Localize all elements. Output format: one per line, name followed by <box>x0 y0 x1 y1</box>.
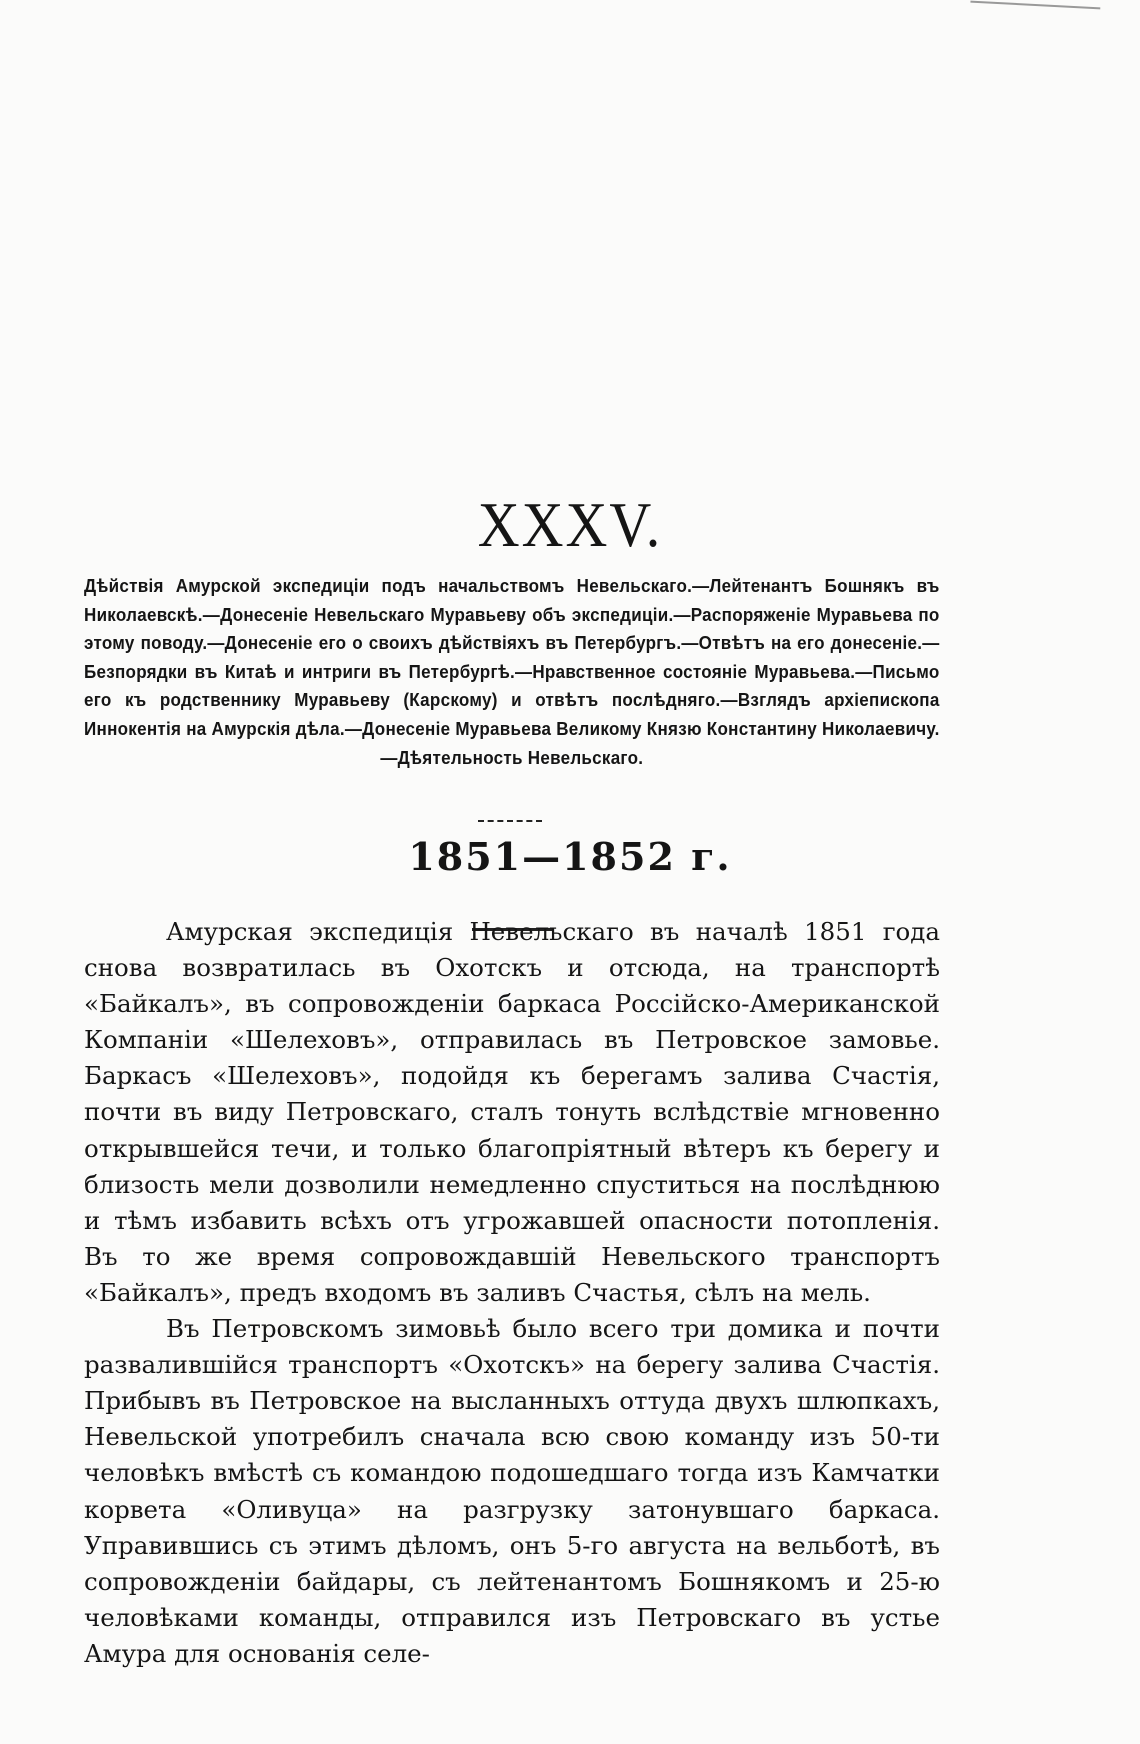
paragraph: Въ Петровскомъ зимовьѣ было всего три домика и почти развалившійся транспортъ «Охотскъ» на берегу залива Счастія. Прибывъ въ Петровское на высланныхъ оттуда двухъ шлюпкахъ, Невельской употребилъ сначала всю свою команду изъ 50-ти человѣкъ вмѣстѣ съ командою подошедшаго тогда изъ Камчатки корвета «Оливуца» на разгрузку затонувшаго баркаса. Управившись съ этимъ дѣломъ, онъ 5-го августа на вельботѣ, въ сопровожденіи байдары, съ лейтенантомъ Бошнякомъ и 25-ю человѣками команды, отправился изъ Петровскаго въ устье Амура для основанія селе- <box>84 1314 940 1668</box>
chapter-numeral: XXXV. <box>477 488 663 561</box>
paragraph: Амурская экспедиція Невельскаго въ началѣ 1851 года снова возвратилась въ Охотскъ и отсюда, на транспортѣ «Байкалъ», въ сопровожденіи баркаса Россійско-Американской Компаніи «Шелеховъ», отправилась въ Петровское замовье. Баркасъ «Шелеховъ», подойдя къ берегамъ залива Счастія, почти въ виду Петровскаго, сталъ тонуть вслѣдствіе мгновенно открывшейся течи, и только благопріятный вѣтеръ къ берегу и близость мели дозволили немедленно спуститься на послѣднюю и тѣмъ избавить всѣхъ отъ угрожавшей опасности потопленія. Въ то же время сопровождавшій Невельского транспортъ «Байкалъ», предъ входомъ въ заливъ Счастья, сѣлъ на мель. <box>84 917 940 1307</box>
scan-corner-mark <box>970 1 1101 24</box>
body-text <box>84 914 940 1672</box>
chapter-years: 1851—1852 г. <box>408 834 732 879</box>
divider-dashed <box>478 820 542 822</box>
chapter-summary: Дѣйствія Амурской экспедиціи подъ начальствомъ Невельскаго.—Лейтенантъ Бошнякъ въ Николаевскѣ.—Донесеніе Невельскаго Муравьеву объ экспедиціи.—Распоряженіе Муравьева по этому поводу.—Донесеніе его о своихъ дѣйствіяхъ въ Петербургъ.—Отвѣтъ на его донесеніе.—Безпорядки въ Китаѣ и интриги въ Петербургѣ.—Нравственное состояніе Муравьева.—Письмо его къ родственнику Муравьеву (Карскому) и отвѣтъ послѣдняго.—Взглядъ архіепископа Иннокентія на Амурскія дѣла.—Донесеніе Муравьева Великому Князю Константину Николаевичу.—Дѣятельность Невельскаго. <box>84 575 940 768</box>
